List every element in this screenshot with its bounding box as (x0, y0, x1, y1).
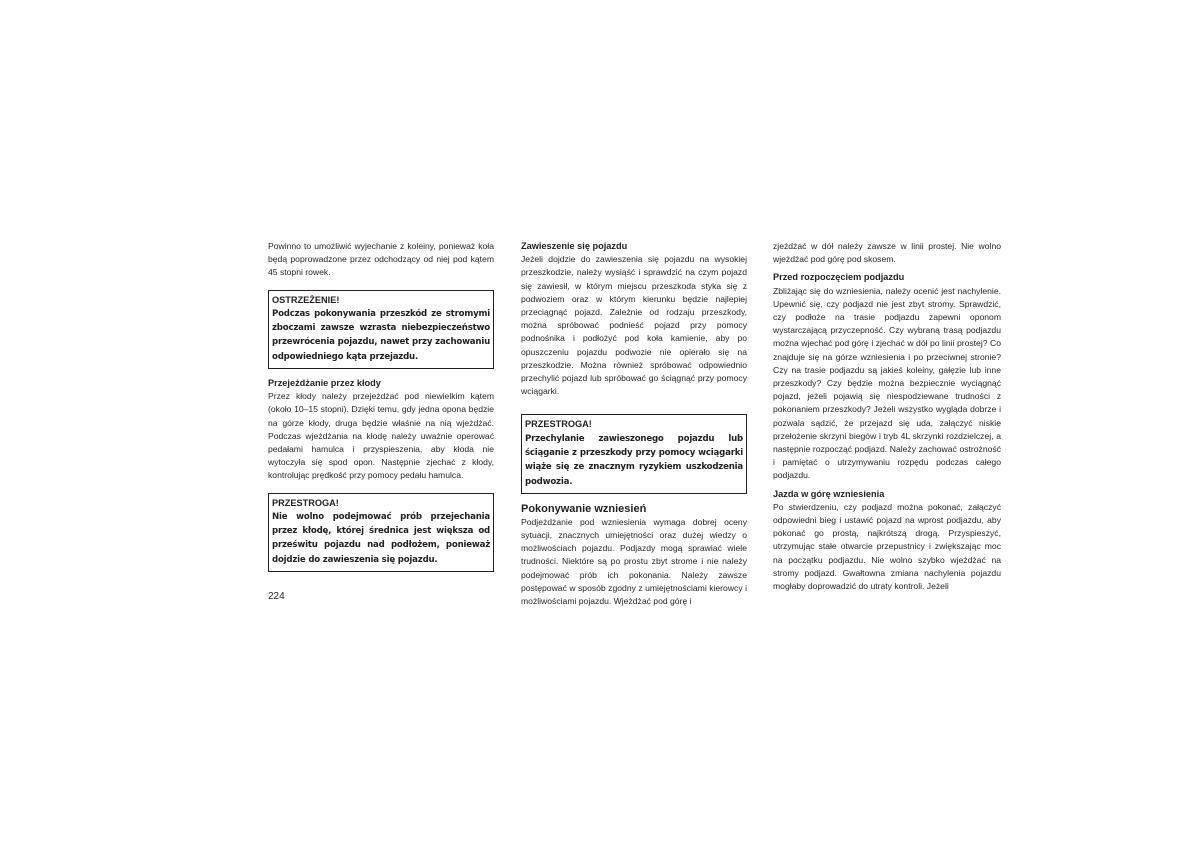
caution-box-hangup (521, 414, 747, 493)
hills-paragraph: Podjeżdżanie pod wzniesienia wymaga dobrej oceny sytuacji, znacznych umiejętności oraz dużej wiedzy o możliwościach pojazdu. Podjazdy mogą sprawiać wiele trudności. Niektóre są po prostu zbyt strome i nie należy podejmować prób ich pokonania. Należy zawsze postępować w sposób zgodny z umiejętnościami kierowcy i możliwościami pojazdu. Wjeżdżać pod górę i (521, 516, 747, 607)
caution-title: PRZESTROGA! (272, 497, 339, 508)
intro-paragraph: Powinno to umożliwić wyjechanie z koleiny, ponieważ koła będą poprowadzone przez odchodzący od niej pod kątem 45 stopni rowek. (268, 241, 494, 278)
column-left (268, 240, 494, 580)
hills-heading: Pokonywanie wzniesień (521, 502, 647, 515)
hangup-heading: Zawieszenie się pojazdu (521, 241, 628, 251)
continued-paragraph: zjeżdżać w dół należy zawsze w linii prostej. Nie wolno wjeżdżać pod górę pod skosem. (773, 241, 1001, 265)
column-middle (521, 240, 747, 608)
caution-text: Przechylanie zawieszonego pojazdu lub ściąganie z przeszkody przy pomocy wciągarki wiąże się ze znacznym ryzykiem uszkodzenia podwozia. (525, 433, 743, 487)
logs-heading: Przejeżdżanie przez kłody (268, 378, 381, 388)
column-right (773, 240, 1001, 593)
before-climb-heading: Przed rozpoczęciem podjazdu (773, 272, 905, 283)
page-number: 224 (268, 591, 285, 602)
warning-text: Podczas pokonywania przeszkód ze stromymi zboczami zawsze wzrasta niebezpieczeństwo przewrócenia pojazdu, nawet przy zachowaniu odpowiedniego kąta przejazdu. (272, 308, 490, 362)
before-climb-paragraph: Zbliżając się do wzniesienia, należy ocenić jest nachylenie. Upewnić się, czy podjazd nie jest zbyt stromy. Sprawdzić, czy podłoże na trasie podjazdu zapewni oponom wystarczającą przyczepność. Czy wybraną trasą podjazdu można wjechać pod górę i zjechać w dół po linii prostej? Co znajduje się na górze wzniesienia i po przeciwnej stronie? Czy na trasie podjazdu są jakieś koleiny, gałęzie lub inne przeszkody? Czy będzie można bezpiecznie wyciągnąć pojazd, jeżeli pojawią się niespodziewane trudności z pokonaniem przeszkody? Jeżeli wszystko wygląda dobrze i pozwala sądzić, że przejazd się uda, załączyć niskie przełożenie skrzyni biegów i tryb 4L skrzynki rozdzielczej, a następnie rozpocząć podjazd. Należy zachować ostrożność i pamiętać o utrzymywaniu rozpędu podczas całego podjazdu. (773, 285, 1001, 481)
warning-title: OSTRZEŻENIE! (272, 294, 340, 305)
uphill-paragraph: Po stwierdzeniu, czy podjazd można pokonać, załączyć odpowiedni bieg i ustawić pojazd na wprost podjazdu, aby pokonać go prostą, najkrótszą drogą. Przyspieszyć, utrzymując stałe otwarcie przepustnicy i zwiększając moc na początku podjazdu. Nie wolno szybko wjeżdżać na stromy podjazd. Gwałtowna zmiana nachylenia pojazdu mogłaby doprowadzić do utraty kontroli. Jeżeli (773, 501, 1001, 592)
hangup-paragraph: Jeżeli dojdzie do zawieszenia się pojazdu na wysokiej przeszkodzie, należy wysiąść i sprawdzić na czym pojazd się zawiesił, w którym miejscu przeszkoda styka się z podwoziem oraz w którym kierunku będzie najlepiej przeciągnąć pojazd. Zależnie od rodzaju przeszkody, można spróbować podnieść pojazd przy pomocy podnośnika i podłożyć pod koła kamienie, aby po opuszczeniu pojazdu podwozie nie opierało się na przeszkodzie. Można również spróbować odpowiednio przechylić pojazd lub spróbować go ściągnąć przy pomocy wciągarki. (521, 254, 747, 397)
warning-box (268, 290, 494, 369)
logs-paragraph: Przez kłody należy przejeżdżać pod niewielkim kątem (około 10–15 stopni). Dzięki temu, gdy jedna opona będzie na górze kłody, druga będzie właśnie na nią wjeżdżać. Podczas wjeżdżania na kłodę należy uważnie operować pedałami hamulca i przyspieszenia, aby kłoda nie wytoczyła się spod opon. Następnie zjechać z kłody, kontrolując prędkość przy pomocy pedału hamulca. (268, 391, 494, 481)
caution-title: PRZESTROGA! (525, 419, 592, 430)
caution-text: Nie wolno podejmować prób przejechania przez kłodę, której średnica jest większa od prześwitu pojazdu nad podłożem, ponieważ dojdzie do zawieszenia się pojazdu. (272, 511, 490, 565)
caution-box-logs (268, 493, 494, 572)
uphill-heading: Jazda w górę wzniesienia (773, 488, 885, 499)
